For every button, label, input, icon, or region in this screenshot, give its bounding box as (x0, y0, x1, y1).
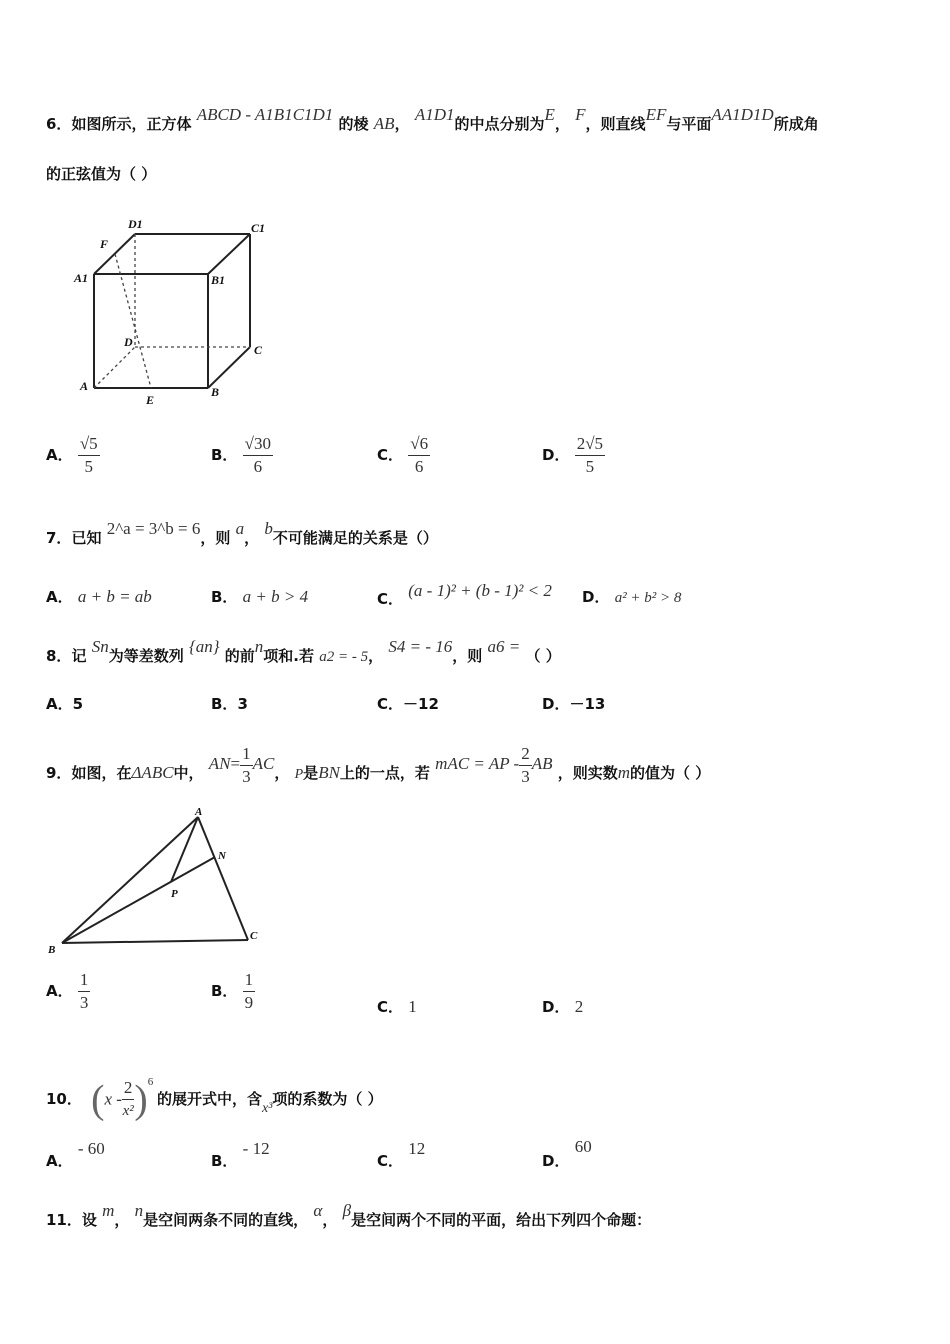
q9-text-4: 上的一点，若 (339, 764, 430, 782)
q7-text-2: ，则 (200, 529, 231, 547)
q6-cube-figure (70, 210, 290, 410)
q8-text-2: 为等差数列 (108, 647, 184, 665)
q9-option-a-den: 3 (79, 993, 89, 1012)
q10-option-c-value: 12 (408, 1139, 426, 1158)
q9-frac2-den: 3 (521, 767, 530, 786)
q9-fig-label-p: P (171, 888, 178, 900)
q6-f-expr: F (575, 105, 586, 124)
q7-option-c-label: C． (377, 590, 404, 608)
q9-bn-expr: BN (318, 763, 340, 782)
q9-text-6: 的值为（ ） (630, 764, 711, 782)
q11-alpha-expr: α (313, 1201, 323, 1220)
q10-binomial (91, 1076, 154, 1122)
q7-sep: ， (244, 529, 260, 547)
q8-number: 8． (46, 647, 72, 665)
q6-text-3: 的中点分别为 (454, 115, 545, 133)
q10-number: 10． (46, 1090, 82, 1108)
q8-option-c-value: －12 (403, 695, 439, 713)
q10-option-a-label: A． (46, 1152, 73, 1170)
q6-ef-expr: EF (645, 105, 667, 124)
q11-text-2: 是空间两条不同的直线， (143, 1211, 309, 1229)
q10-text-2: 项的系数为（ ） (272, 1090, 383, 1108)
q6-fig-label-d1: D1 (128, 217, 143, 231)
q8-text-3: 的前 (224, 647, 255, 665)
q8-text-1: 记 (71, 647, 87, 665)
q6-option-a-fraction (78, 434, 100, 477)
q9-fraction-1 (240, 744, 253, 787)
q9-frac2-num: 2 (519, 744, 532, 766)
q6-option-a-num: √5 (78, 434, 100, 456)
q6-stem (46, 105, 819, 134)
q8-a2-expr: a2 = - 5 (319, 649, 369, 665)
q6-option-d-fraction (575, 434, 605, 477)
q8-text-4: 项和.若 (263, 647, 314, 665)
q9-text-2: 中， (173, 764, 204, 782)
q9-option-a-label: A． (46, 982, 73, 1000)
q6-option-b-num: √30 (243, 434, 273, 456)
q6-option-b[interactable] (211, 434, 273, 477)
q6-option-b-fraction (243, 434, 273, 477)
q10-option-c-label: C． (377, 1152, 404, 1170)
q11-sep-1: ， (114, 1211, 130, 1229)
q6-option-a-den: 5 (84, 457, 94, 476)
q10-right-paren: ) (134, 1076, 148, 1122)
q9-stem (46, 744, 711, 795)
q9-fig-label-n: N (218, 850, 226, 862)
q11-n-expr: n (134, 1201, 144, 1220)
q6-option-d-label: D． (542, 446, 570, 464)
q10-left-paren: ( (91, 1076, 105, 1122)
q6-stem-line-2: 的正弦值为（ ） (46, 165, 157, 183)
q9-p-expr: P (294, 767, 304, 782)
q6-a1d1-expr: A1D1 (414, 105, 455, 124)
q9-fig-label-c: C (250, 930, 258, 942)
q9-text-5: ，则实数 (557, 764, 618, 782)
q9-option-d[interactable] (542, 996, 583, 1017)
q6-option-c-label: C． (377, 446, 404, 464)
q6-fig-label-b: B (211, 385, 220, 399)
q8-option-d[interactable] (542, 693, 605, 714)
q8-option-a[interactable] (46, 693, 83, 714)
q10-frac-den: x² (122, 1103, 134, 1119)
q7-option-a[interactable] (46, 586, 152, 607)
q9-fig-label-b: B (48, 944, 56, 956)
q8-text-6: （ ） (525, 647, 561, 665)
q10-option-d-value: 60 (574, 1137, 592, 1156)
q11-text-1: 设 (81, 1211, 97, 1229)
q8-option-a-label: A． (46, 695, 73, 713)
q6-fig-label-e: E (146, 393, 155, 407)
q11-text-3: 是空间两个不同的平面，给出下列四个命题： (351, 1211, 652, 1229)
q10-option-b-label: B． (211, 1152, 238, 1170)
q6-text-1: 如图所示，正方体 (71, 115, 192, 133)
q9-option-b-label: B． (211, 982, 238, 1000)
q10-option-d-label: D． (542, 1152, 570, 1170)
q7-equation: 2^a = 3^b = 6 (106, 519, 201, 538)
q6-cube-expr: ABCD - A1B1C1D1 (196, 105, 334, 124)
q9-option-a-num: 1 (78, 970, 91, 992)
q7-text-3: 不可能满足的关系是（） (272, 529, 438, 547)
q10-option-b[interactable] (211, 1138, 270, 1170)
q10-option-b-value: - 12 (242, 1139, 270, 1158)
q9-eq-sign: = (230, 754, 241, 773)
q8-option-c[interactable] (377, 693, 439, 714)
q6-option-a[interactable] (46, 434, 100, 477)
q9-option-b-num: 1 (243, 970, 256, 992)
q6-option-d-den: 5 (585, 457, 595, 476)
q6-plane-expr: AA1D1D (711, 105, 774, 124)
q8-option-d-label: D． (542, 695, 570, 713)
q7-stem (46, 519, 438, 548)
q10-x-expr: x - (104, 1089, 122, 1109)
q6-option-d[interactable] (542, 434, 605, 477)
q7-option-d-expr: a² + b² > 8 (614, 590, 682, 606)
q6-option-d-num: 2√5 (575, 434, 605, 456)
q7-option-c[interactable] (377, 580, 552, 608)
q7-option-a-label: A． (46, 588, 73, 606)
q7-a-expr: a (235, 519, 245, 538)
q8-a6-expr: a6 = (487, 637, 521, 656)
q9-ab-vector: AB (531, 754, 553, 773)
q8-option-c-label: C． (377, 695, 404, 713)
q9-number: 9． (46, 764, 72, 782)
q7-option-d-label: D． (582, 588, 610, 606)
q9-triangle-figure (40, 805, 280, 960)
q6-text-4: ，则直线 (585, 115, 646, 133)
q7-option-c-expr: (a - 1)² + (b - 1)² < 2 (408, 581, 552, 600)
q7-option-b[interactable] (211, 586, 308, 607)
q6-option-c-fraction (408, 434, 430, 477)
q9-option-d-label: D． (542, 998, 570, 1016)
q11-stem (46, 1201, 652, 1230)
q6-fig-label-c: C (254, 343, 263, 357)
q9-fraction-2 (519, 744, 532, 787)
q9-option-c[interactable] (377, 996, 417, 1017)
q9-m-expr: m (617, 763, 631, 782)
q11-beta-expr: β (342, 1201, 352, 1220)
q10-fraction (122, 1078, 135, 1121)
q9-option-b[interactable] (211, 970, 255, 1013)
q9-option-c-label: C． (377, 998, 404, 1016)
q6-text-5: 与平面 (666, 115, 712, 133)
q11-sep-2: ， (322, 1211, 338, 1229)
q7-option-b-label: B． (211, 588, 238, 606)
q6-option-c-den: 6 (414, 457, 424, 476)
q7-b-expr: b (264, 519, 273, 538)
q10-stem (46, 1078, 383, 1121)
q10-text-1: 的展开式中，含 (156, 1090, 262, 1108)
q7-option-d[interactable] (582, 586, 681, 607)
q9-frac1-den: 3 (242, 767, 251, 786)
q6-sep-1: ， (394, 115, 410, 133)
q6-fig-label-f: F (100, 237, 109, 251)
q6-option-a-label: A． (46, 446, 73, 464)
q11-number: 11． (46, 1211, 82, 1229)
q7-option-a-expr: a + b = ab (77, 587, 152, 606)
q9-fig-label-a: A (195, 806, 203, 818)
q6-option-c-num: √6 (408, 434, 430, 456)
q8-an-expr: {an} (188, 637, 220, 656)
q6-option-b-label: B． (211, 446, 238, 464)
q8-option-b[interactable] (211, 693, 248, 714)
q9-frac1-num: 1 (240, 744, 253, 766)
q6-option-c[interactable] (377, 434, 430, 477)
q6-fig-label-d: D (124, 335, 133, 349)
q10-x3-expr: x³ (261, 1101, 273, 1116)
q9-option-b-fraction (243, 970, 256, 1013)
q10-option-d[interactable] (542, 1136, 592, 1170)
q8-option-a-value: 5 (72, 695, 84, 713)
q9-option-a-fraction (78, 970, 91, 1013)
q8-option-b-label: B． (211, 695, 238, 713)
q9-ac-vector: AC (252, 754, 275, 773)
q9-lhs-expr: mAC = AP - (435, 754, 520, 773)
q8-option-b-value: 3 (237, 695, 248, 713)
q10-power: 6 (147, 1076, 154, 1088)
q8-option-d-value: －13 (569, 695, 606, 713)
q6-fig-label-c1: C1 (251, 221, 266, 235)
q9-option-a[interactable] (46, 970, 90, 1013)
q8-sn-expr: Sn (91, 637, 109, 656)
q6-text-6: 所成角 (773, 115, 819, 133)
q7-number: 7． (46, 529, 72, 547)
q9-text-1: 如图，在 (71, 764, 132, 782)
q11-m-expr: m (102, 1201, 115, 1220)
q6-number: 6． (46, 115, 72, 133)
q8-s4-expr: S4 = - 16 (388, 637, 453, 656)
q9-an-vector: AN (208, 754, 231, 773)
q10-frac-num: 2 (122, 1078, 135, 1100)
q10-option-a-value: - 60 (77, 1139, 105, 1158)
q6-sep-2: ， (554, 115, 570, 133)
q9-option-d-value: 2 (574, 997, 584, 1016)
q10-option-a[interactable] (46, 1138, 105, 1170)
q8-stem (46, 637, 561, 667)
q9-text-3: 是 (303, 764, 319, 782)
q9-sep-1: ， (274, 764, 290, 782)
q9-option-b-den: 9 (244, 993, 254, 1012)
q8-text-5: ，则 (452, 647, 483, 665)
q6-text-2: 的棱 (338, 115, 369, 133)
q6-fig-label-b1: B1 (211, 273, 226, 287)
q9-option-c-value: 1 (408, 997, 417, 1016)
q10-option-c[interactable] (377, 1138, 426, 1170)
q6-e-expr: E (544, 105, 555, 124)
q8-n-expr: n (254, 637, 264, 656)
q6-ab-expr: AB (373, 114, 395, 133)
q8-sep: ， (368, 647, 384, 665)
q6-option-b-den: 6 (253, 457, 263, 476)
q7-option-b-expr: a + b > 4 (242, 587, 309, 606)
q6-fig-label-a: A (80, 379, 89, 393)
q7-text-1: 已知 (71, 529, 102, 547)
q9-triangle-expr: ΔABC (131, 763, 174, 782)
q6-fig-label-a1: A1 (74, 271, 89, 285)
